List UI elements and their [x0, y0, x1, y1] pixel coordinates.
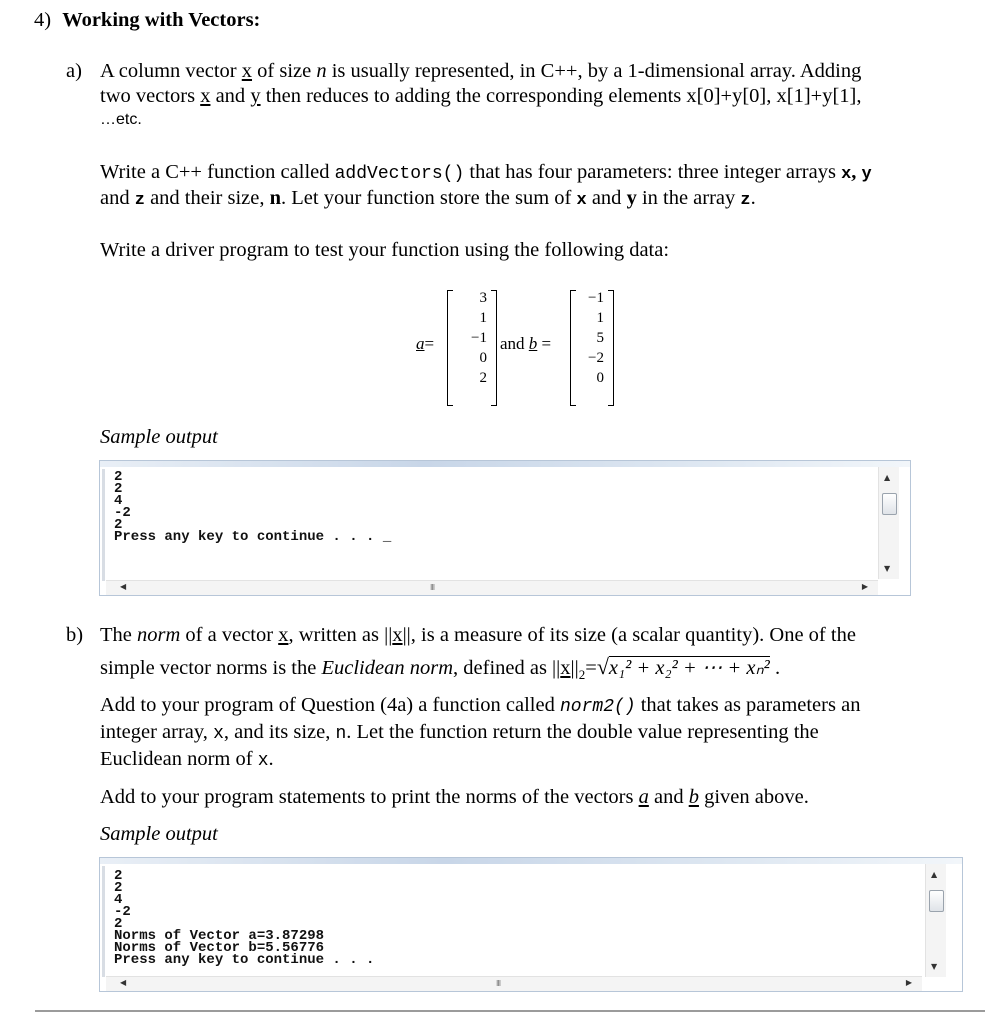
horizontal-scrollbar-b[interactable] [106, 976, 922, 991]
console-line: -2 [114, 904, 131, 920]
scroll-down-icon[interactable]: ▼ [884, 564, 891, 573]
scroll-down-icon[interactable]: ▼ [931, 962, 938, 971]
part-a-label: a) [66, 60, 82, 82]
matrix-b-entry: −2 [588, 350, 604, 366]
console-line: Press any key to continue . . . _ [114, 529, 392, 545]
console-line: 4 [114, 892, 123, 908]
scroll-right-icon[interactable]: ▶ [905, 978, 912, 987]
matrix-a-values [471, 288, 487, 388]
console-line: 4 [114, 493, 123, 509]
scroll-left-icon[interactable]: ◀ [120, 582, 127, 591]
scroll-thumb[interactable] [882, 493, 897, 515]
scroll-thumb[interactable] [929, 890, 944, 912]
question-title: Working with Vectors: [62, 9, 261, 31]
console-line: 2 [114, 880, 123, 896]
and-text: and b = [500, 334, 552, 353]
console-line: Norms of Vector b=5.56776 [114, 940, 325, 956]
console-line: Press any key to continue . . . [114, 952, 375, 968]
horizontal-scrollbar-a[interactable] [106, 580, 878, 595]
matrix-b-entry: −1 [588, 290, 604, 306]
console-line: 2 [114, 517, 123, 533]
question-number: 4) [34, 9, 52, 31]
console-line: 2 [114, 481, 123, 497]
sqrt-icon: √ [596, 654, 609, 679]
matrix-b-left-bracket [570, 290, 576, 406]
matrix-b-values [588, 288, 604, 388]
part-b-p1-line2: simple vector norms is the Euclidean norm, defined as $||x||_2=√x_1^2 + x_2^2$ + ⋯ + xₙ² . [100, 654, 781, 683]
matrix-b-right-bracket [608, 290, 614, 406]
part-b-p2-line2: integer array, x, and its size, n. Let the function return the double value representing the [100, 721, 819, 744]
matrix-a-entry: 0 [479, 350, 487, 366]
var-n: n [316, 60, 327, 82]
scroll-grip-icon[interactable]: III [496, 979, 501, 988]
vertical-scrollbar-b[interactable] [925, 864, 946, 977]
part-a-p2-line2: and z and their size, n. Let your function store the sum of x and y in the array z. [100, 187, 756, 210]
part-a-p3: Write a driver program to test your function using the following data: [100, 239, 670, 261]
part-a-p1-line3: …etc. [100, 111, 142, 128]
matrix-a-left-bracket [447, 290, 453, 406]
matrix-a-entry: 1 [479, 310, 487, 326]
console-window-a [99, 460, 911, 596]
matrix-a-right-bracket [491, 290, 497, 406]
vector-x: x [241, 60, 253, 82]
matrix-a-entry: 2 [479, 370, 487, 386]
console-line: 2 [114, 469, 123, 485]
console-output-a [114, 471, 391, 543]
console-line: Norms of Vector a=3.87298 [114, 928, 325, 944]
scroll-grip-icon[interactable]: III [430, 583, 435, 592]
part-b-p1-line1: The norm of a vector x, written as ||x||, is a measure of its size (a scalar quantity). One of the [100, 624, 856, 646]
part-a-p2-line1: Write a C++ function called addVectors() that has four parameters: three integer arrays x, y [100, 161, 872, 184]
func-addvectors: addVectors() [334, 164, 465, 184]
scroll-up-icon[interactable]: ▲ [884, 473, 891, 482]
matrix-a-label: a= [416, 334, 435, 353]
matrix-b-entry: 5 [596, 330, 604, 346]
bottom-divider [35, 1010, 985, 1012]
question-heading [34, 8, 260, 33]
vertical-scrollbar-a[interactable] [878, 467, 899, 579]
scroll-up-icon[interactable]: ▲ [931, 870, 938, 879]
part-b-label: b) [66, 624, 84, 646]
scroll-left-icon[interactable]: ◀ [120, 978, 127, 987]
console-window-b [99, 857, 963, 992]
part-b-p3: Add to your program statements to print the norms of the vectors a and b given above. [100, 786, 809, 808]
console-line: 2 [114, 868, 123, 884]
sample-output-label-a: Sample output [100, 426, 218, 448]
matrix-b-entry: 0 [596, 370, 604, 386]
console-line: -2 [114, 505, 131, 521]
matrix-b [570, 288, 614, 406]
sample-output-label-b: Sample output [100, 823, 218, 845]
scroll-right-icon[interactable]: ▶ [861, 582, 868, 591]
part-b-p2-line1: Add to your program of Question (4a) a function called norm2() that takes as parameters an [100, 694, 861, 717]
func-norm2: norm2() [559, 697, 636, 717]
part-a-p1-line1: A column vector x of size n is usually represented, in C++, by a 1-dimensional array. Adding [100, 60, 862, 82]
part-b-p2-line3: Euclidean norm of x. [100, 748, 274, 771]
console-line: 2 [114, 916, 123, 932]
matrix-a-entry: 3 [479, 290, 487, 306]
norm-formula: x₁² + x₂² + ⋯ + xₙ² [608, 657, 770, 679]
matrix-b-entry: 1 [596, 310, 604, 326]
matrix-a-entry: −1 [471, 330, 487, 346]
console-output-b [114, 870, 374, 966]
matrix-a [447, 288, 497, 406]
part-a-p1-line2: two vectors x and y then reduces to adding the corresponding elements x[0]+y[0], x[1]+y[1], [100, 85, 862, 107]
